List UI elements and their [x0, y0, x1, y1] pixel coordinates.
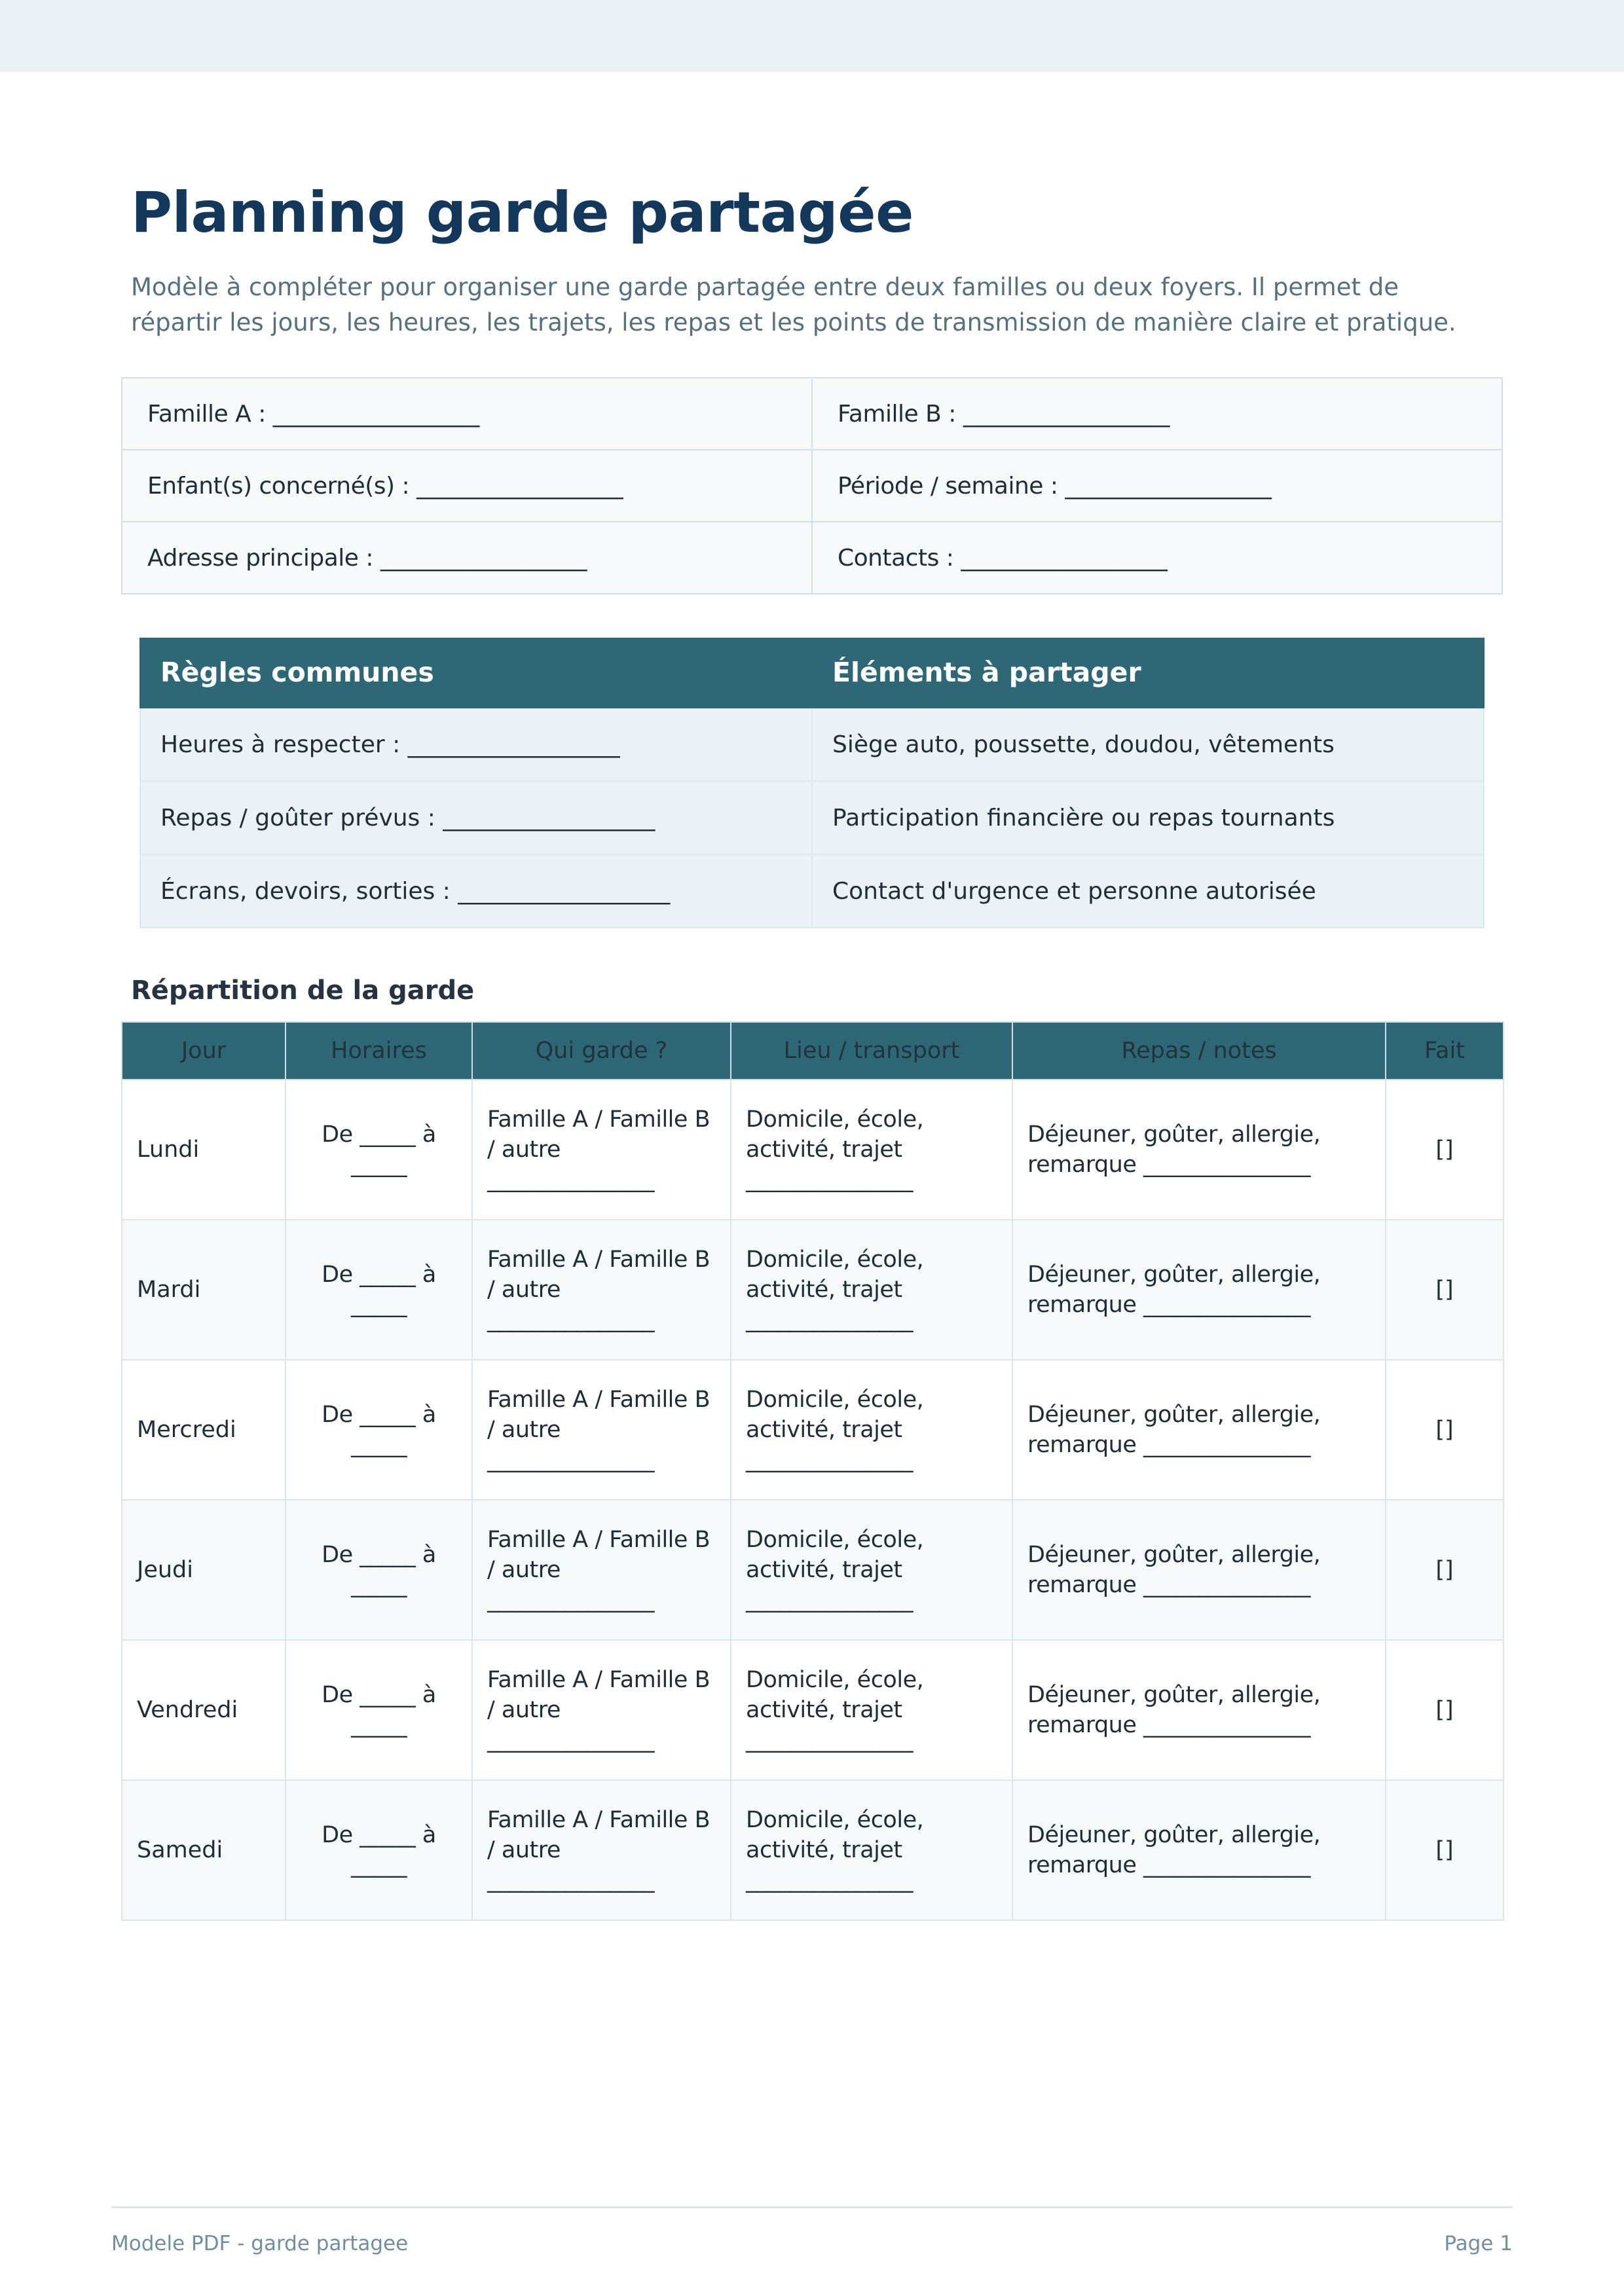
- schedule-cell-jour: Lundi: [122, 1080, 286, 1220]
- schedule-header-repas-notes: Repas / notes: [1012, 1022, 1386, 1080]
- rules-header-regles: Règles communes: [140, 638, 812, 708]
- top-banner: [0, 0, 1624, 72]
- table-row: [122, 522, 1502, 594]
- table-row: [122, 1500, 1504, 1640]
- rules-cell-contact-urgence: [812, 854, 1484, 928]
- table-row: [122, 1640, 1504, 1780]
- intro-paragraph: Modèle à compléter pour organiser une garde partagée entre deux familles ou deux foyers. Il permet de répartir les jours, les heures, les trajets, les repas et les points de transmission de manière claire et pratique.: [131, 273, 1456, 337]
- rules-cell-text: Écrans, devoirs, sorties : __________________: [160, 877, 671, 905]
- schedule-cell-jour: Jeudi: [122, 1500, 286, 1640]
- schedule-cell-horaires[interactable]: De _____ à _____: [286, 1220, 472, 1360]
- schedule-header-fait: Fait: [1386, 1022, 1504, 1080]
- info-cell-text: Famille B : __________________: [838, 400, 1170, 428]
- schedule-cell-lieu[interactable]: Domicile, école, activité, trajet _______________: [731, 1500, 1012, 1640]
- schedule-cell-fait-checkbox[interactable]: []: [1386, 1500, 1504, 1640]
- schedule-cell-qui-garde[interactable]: Famille A / Famille B / autre _______________: [472, 1080, 731, 1220]
- schedule-cell-horaires[interactable]: De _____ à _____: [286, 1500, 472, 1640]
- schedule-cell-jour: Mardi: [122, 1220, 286, 1360]
- schedule-cell-qui-garde[interactable]: Famille A / Famille B / autre _______________: [472, 1780, 731, 1920]
- schedule-header-qui-garde: Qui garde ?: [472, 1022, 731, 1080]
- schedule-header-jour: Jour: [122, 1022, 286, 1080]
- schedule-cell-repas[interactable]: Déjeuner, goûter, allergie, remarque _______________: [1012, 1500, 1386, 1640]
- schedule-cell-jour: Vendredi: [122, 1640, 286, 1780]
- schedule-section-heading: Répartition de la garde: [131, 975, 475, 1006]
- rules-cell-text: Siège auto, poussette, doudou, vêtements: [832, 731, 1335, 758]
- schedule-cell-horaires[interactable]: De _____ à _____: [286, 1640, 472, 1780]
- schedule-cell-qui-garde[interactable]: Famille A / Famille B / autre _______________: [472, 1360, 731, 1500]
- footer-left-label: Modele PDF - garde partagee: [111, 2232, 409, 2255]
- schedule-cell-horaires[interactable]: De _____ à _____: [286, 1360, 472, 1500]
- schedule-cell-lieu[interactable]: Domicile, école, activité, trajet _______________: [731, 1780, 1012, 1920]
- page-title: Planning garde partagée: [131, 180, 913, 246]
- schedule-header-row: [122, 1022, 1504, 1080]
- rules-cell-ecrans[interactable]: [140, 854, 812, 928]
- schedule-cell-repas[interactable]: Déjeuner, goûter, allergie, remarque _______________: [1012, 1780, 1386, 1920]
- table-row: [140, 708, 1484, 781]
- rules-cell-participation: [812, 781, 1484, 854]
- rules-cell-siege-auto: [812, 708, 1484, 781]
- rules-cell-repas[interactable]: [140, 781, 812, 854]
- schedule-cell-horaires[interactable]: De _____ à _____: [286, 1780, 472, 1920]
- schedule-cell-lieu[interactable]: Domicile, école, activité, trajet _______________: [731, 1640, 1012, 1780]
- schedule-cell-qui-garde[interactable]: Famille A / Famille B / autre _______________: [472, 1640, 731, 1780]
- schedule-header-lieu-transport: Lieu / transport: [731, 1022, 1012, 1080]
- schedule-cell-qui-garde[interactable]: Famille A / Famille B / autre _______________: [472, 1500, 731, 1640]
- page-body: [0, 72, 1624, 1921]
- schedule-cell-qui-garde[interactable]: Famille A / Famille B / autre _______________: [472, 1220, 731, 1360]
- table-row: [122, 450, 1502, 522]
- schedule-cell-fait-checkbox[interactable]: []: [1386, 1640, 1504, 1780]
- info-cell-periode[interactable]: [812, 450, 1502, 522]
- schedule-cell-jour: Mercredi: [122, 1360, 286, 1500]
- schedule-cell-fait-checkbox[interactable]: []: [1386, 1780, 1504, 1920]
- schedule-cell-repas[interactable]: Déjeuner, goûter, allergie, remarque _______________: [1012, 1360, 1386, 1500]
- table-row: [122, 1360, 1504, 1500]
- schedule-header-horaires: Horaires: [286, 1022, 472, 1080]
- table-row: [122, 1780, 1504, 1920]
- rules-cell-text: Participation financière ou repas tournants: [832, 804, 1335, 831]
- rules-cell-text: Repas / goûter prévus : __________________: [160, 804, 655, 831]
- schedule-cell-repas[interactable]: Déjeuner, goûter, allergie, remarque _______________: [1012, 1220, 1386, 1360]
- footer-row: [111, 2232, 1513, 2255]
- info-cell-text: Adresse principale : __________________: [147, 544, 587, 572]
- schedule-table: [121, 1021, 1504, 1921]
- table-row: [140, 854, 1484, 928]
- table-row: [122, 378, 1502, 450]
- rules-table-header-row: [140, 638, 1484, 708]
- schedule-cell-fait-checkbox[interactable]: []: [1386, 1080, 1504, 1220]
- footer-divider: [111, 2206, 1513, 2208]
- table-row: [140, 781, 1484, 854]
- info-cell-text: Contacts : __________________: [838, 544, 1168, 572]
- info-cell-famille-a[interactable]: [122, 378, 812, 450]
- schedule-cell-fait-checkbox[interactable]: []: [1386, 1220, 1504, 1360]
- info-cell-contacts[interactable]: [812, 522, 1502, 594]
- info-cell-text: Famille A : __________________: [147, 400, 479, 428]
- info-cell-text: Période / semaine : __________________: [838, 472, 1272, 500]
- content-column: [121, 180, 1503, 1921]
- info-grid: [121, 377, 1503, 594]
- rules-cell-heures[interactable]: [140, 708, 812, 781]
- info-cell-enfants[interactable]: [122, 450, 812, 522]
- schedule-cell-repas[interactable]: Déjeuner, goûter, allergie, remarque _______________: [1012, 1080, 1386, 1220]
- rules-cell-text: Contact d'urgence et personne autorisée: [832, 877, 1316, 905]
- schedule-cell-lieu[interactable]: Domicile, école, activité, trajet _______________: [731, 1220, 1012, 1360]
- table-row: [122, 1220, 1504, 1360]
- schedule-cell-repas[interactable]: Déjeuner, goûter, allergie, remarque _______________: [1012, 1640, 1386, 1780]
- schedule-cell-horaires[interactable]: De _____ à _____: [286, 1080, 472, 1220]
- rules-header-elements: Éléments à partager: [812, 638, 1484, 708]
- rules-table: [139, 638, 1485, 928]
- schedule-cell-lieu[interactable]: Domicile, école, activité, trajet _______________: [731, 1360, 1012, 1500]
- schedule-cell-jour: Samedi: [122, 1780, 286, 1920]
- schedule-cell-lieu[interactable]: Domicile, école, activité, trajet _______________: [731, 1080, 1012, 1220]
- info-cell-text: Enfant(s) concerné(s) : __________________: [147, 472, 623, 500]
- footer-page-number: Page 1: [1444, 2232, 1513, 2255]
- page-footer: [111, 2206, 1513, 2255]
- info-cell-adresse[interactable]: [122, 522, 812, 594]
- rules-cell-text: Heures à respecter : __________________: [160, 731, 620, 758]
- table-row: [122, 1080, 1504, 1220]
- schedule-cell-fait-checkbox[interactable]: []: [1386, 1360, 1504, 1500]
- info-cell-famille-b[interactable]: [812, 378, 1502, 450]
